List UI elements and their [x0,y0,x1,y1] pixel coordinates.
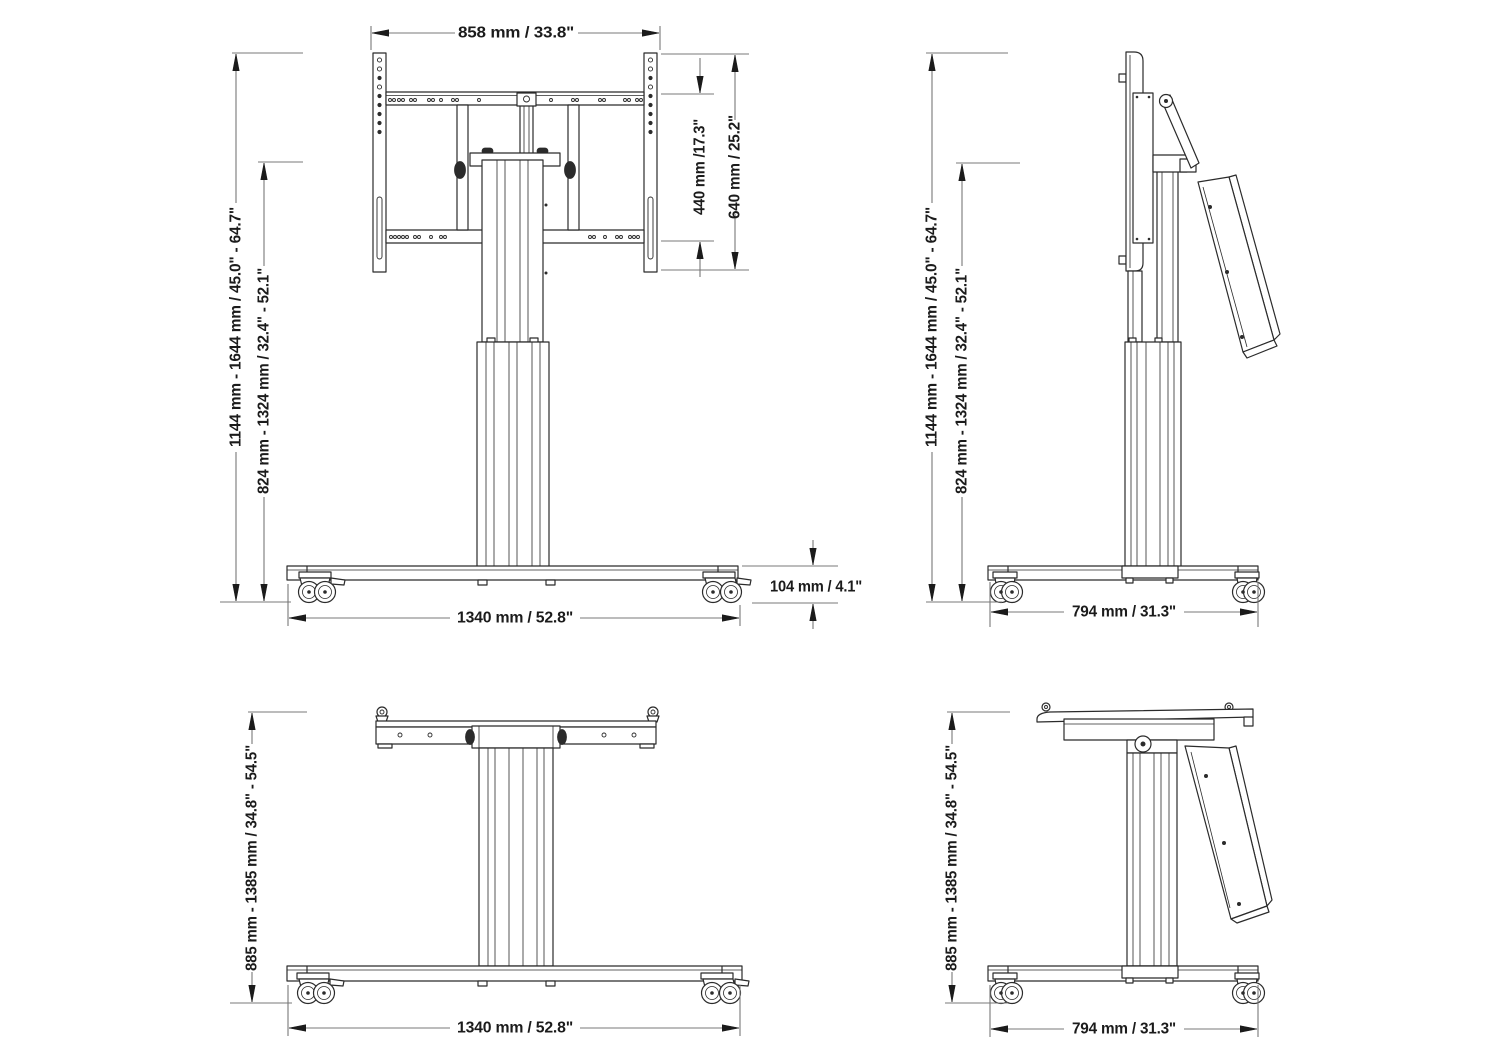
dim-base-width [288,584,740,627]
dim-label-lowered-height-range: 885 mm - 1385 mm / 34.8" - 54.5" [243,737,261,971]
dim-label-total-height-range: 1144 mm - 1644 mm / 45.0" - 64.7" [227,206,245,447]
side-raised-structure [988,52,1280,603]
dim-vesa-height [661,58,714,277]
dim-label-mount-height-range-side: 824 mm - 1324 mm / 32.4" - 52.1" [953,260,971,494]
dim-label-base-depth: 794 mm / 31.3" [1072,603,1176,621]
dim-label-bracket-height: 640 mm / 25.2" [726,113,744,219]
caster-wheel [703,572,752,603]
side-lowered-structure [988,703,1272,1004]
dim-base-depth [990,582,1258,627]
front-view-lowered-group [230,707,749,1037]
side-view-raised-group [924,52,1281,627]
dim-base-height [742,540,862,629]
lifting-eye [376,707,388,722]
dim-overall-width [371,25,660,51]
dim-base-depth-lowered [990,985,1258,1038]
side-view-lowered-group [944,703,1273,1038]
dim-label-base-height: 104 mm / 4.1" [770,578,862,596]
lifting-eye [647,707,659,722]
dim-mount-height-range-side [954,163,1021,601]
dim-label-base-width-lowered: 1340 mm / 52.8" [457,1019,573,1037]
front-raised-structure [287,53,751,603]
dim-label-base-depth-lowered: 794 mm / 31.3" [1072,1020,1176,1038]
dim-label-base-width: 1340 mm / 52.8" [457,609,573,627]
front-view-raised-group [220,25,862,630]
caster-wheel [1233,572,1265,603]
dim-label-lowered-height-range-side: 885 mm - 1385 mm / 34.8" - 54.5" [943,737,961,971]
caster-wheel [1233,973,1265,1004]
dim-label-vesa-height: 440 mm /17.3" [691,113,709,215]
front-lowered-structure [287,707,749,1004]
dim-label-overall-width: 858 mm / 33.8" [458,24,574,42]
dim-lowered-height-range [244,712,308,1002]
dim-lowered-height-range-side [944,712,1011,1002]
dim-label-mount-height-range: 824 mm - 1324 mm / 32.4" - 52.1" [255,260,273,494]
dim-label-total-height-range-side: 1144 mm - 1644 mm / 45.0" - 64.7" [923,206,941,447]
dim-base-width-lowered [288,985,740,1037]
dim-mount-height-range [256,162,304,601]
